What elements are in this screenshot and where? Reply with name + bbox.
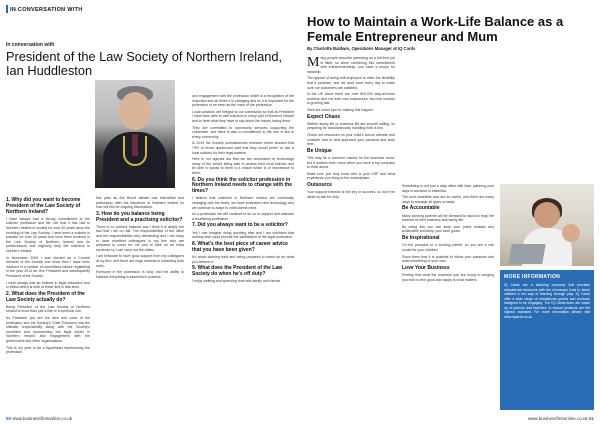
- left-column-1: [6, 196, 90, 410]
- article-headline-right: How to Maintain a Work-Life Balance as a Female Entrepreneur and Mum: [307, 14, 564, 44]
- body-paragraph: Your support network is the key to success, so don't be afraid to ask for help.: [307, 190, 395, 199]
- body-paragraph: Being President of the Law Society of Northern Ireland is more than just a title or a symbolic role.: [6, 304, 90, 314]
- body-paragraph: In 2019 the Society commissioned research which showed that 79% of those questioned said that they would prefer to use a local solicitor for their legal matters.: [192, 141, 294, 155]
- column-heading: 7. Did you always want to be a solicitor?: [192, 222, 288, 229]
- body-paragraph: this year as the Brexit debate has intensified and particularly after the departure of Northern Ireland on how will this be ongoing discussions.: [96, 196, 184, 210]
- body-paragraph: By doing this you can keep your plans realistic and achievable and keep your work goals.: [402, 224, 494, 234]
- lead-paragraph: [307, 56, 395, 74]
- body-paragraph: Local solicitors are integral to our community so that as President I have been able to visit solicitors in every part of Northern Ireland and to hear what they have to say about the issues facing them.: [192, 109, 294, 123]
- more-information-box: [500, 270, 594, 410]
- section-tag: IN CONVERSATION WITH: [10, 7, 83, 13]
- body-paragraph: Feeling that what the business you are doing is bringing you both to feel good and happy is what matters.: [402, 273, 494, 282]
- column-heading: 8. What's the best piece of career advice that you have been given?: [192, 240, 288, 253]
- article-kicker: In conversation with: [6, 42, 55, 48]
- left-column-3: [192, 94, 294, 410]
- mother-child-photo: [500, 184, 594, 266]
- body-paragraph: This is my year to be a figurehead representing the profession.: [6, 345, 90, 355]
- column-heading: 3. How do you balance being President and a practising solicitor?: [96, 210, 183, 223]
- column-heading: Expect Chaos: [307, 113, 341, 120]
- body-paragraph: Scheduling is not just a daily affair with kids; planning your days in advance is essential.: [402, 184, 494, 193]
- body-paragraph: This may be a common mantra for the business world, but it matters even more when you have a toy company to think about.: [307, 156, 395, 170]
- body-paragraph: As a profession we will continue to do so to support and maintain a flourishing profession.: [192, 212, 294, 221]
- folio-left: 50 www.businessfirstonline.co.uk: [6, 416, 73, 421]
- body-paragraph: Here are some tips for making this happen.: [307, 107, 374, 112]
- portrait-head: [119, 92, 151, 130]
- column-heading: Love Your Business: [402, 264, 450, 271]
- drop-cap: M: [307, 56, 320, 70]
- photo-mother-face: [534, 202, 560, 228]
- body-paragraph: It's about working hard and being prepared to stand up for what you believe in.: [192, 254, 294, 264]
- right-column-1: [307, 56, 395, 410]
- body-paragraph: In November 2009 I was elected as a Council member of the Society and since then I have been involved in a number of committees before registering in the year 2013 as Vice President and subsequently President of the Society.: [6, 255, 90, 279]
- body-paragraph: Here in our agenda are that we are dominated by technology many of the voices being able to access their local solicitor and be able to speak to them is a choice which is of importance to them.: [192, 157, 294, 175]
- body-paragraph: Show them that it is possible to follow your passions and build something of your own.: [402, 254, 494, 264]
- info-box-body: IQ Cards are a teaching company that provides educational resources with the necessary tools to teach children a fun way of learning through play. IQ Cards offer a wide range of educational games and products designed to be engaging. The IQ Cards team are made up of parents and teachers, to ensure products are the highest standard. For more information please visit www.iqcards.co.uk: [504, 283, 590, 319]
- article-headline-left: President of the Law Society of Northern Ireland, Ian Huddleston: [6, 49, 282, 78]
- body-paragraph: In the UK alone there are over 800,000 stay-at-home mothers who run their own businesses, and this number is growing fast.: [307, 92, 395, 106]
- left-column-2: [96, 196, 184, 410]
- body-paragraph: They are committed to community services supporting the vulnerable, and there is also a commitment to the rule of law in every community.: [192, 125, 294, 139]
- body-paragraph: I have always had an interest in legal education and in ethics which is both of these tied in that area.: [6, 280, 90, 290]
- body-paragraph: Check out resources on your child's school website and consider how to best approach your personal and work time.: [307, 133, 395, 147]
- portrait-chain-of-office: [123, 136, 147, 166]
- body-paragraph: Make sure you truly know who is your USP and what experience you bring to the marketplace.: [307, 171, 395, 181]
- body-paragraph: The tools available now are so useful, and there are many ways to manage all types of tasks.: [402, 195, 494, 204]
- column-heading: 1. Why did you want to become President of the Law Society of Northern Ireland?: [6, 197, 81, 215]
- body-paragraph: I enjoy walking and spending time with family and friends.: [192, 279, 282, 284]
- column-heading: Be Inspirational: [402, 235, 440, 242]
- body-paragraph: and engagement with the profession which is a recognition of the important and all times it is changing and so it is important for the profession to be seen as the voice of the profession.: [192, 94, 294, 108]
- column-heading: Be Accountable: [402, 205, 440, 212]
- body-paragraph: I am fortunate to have good support from my colleagues at my firm, and there are huge rewards in balancing both roles.: [96, 254, 184, 268]
- body-paragraph: On the prospect of a working parent, so you are a role model for your children.: [402, 243, 494, 252]
- body-paragraph: There is no 'perfect' balance and I think it is simply the fact that I am on call. The responsibilities of the office and the responsibilities very demanding and I am lucky to have excellent colleagues in my firm who are prepared to cover for me and to take on an extra workload so I can carry out the duties.: [96, 224, 184, 252]
- right-page: [300, 0, 600, 424]
- info-box-title: MORE INFORMATION: [504, 274, 561, 280]
- folio-left-site[interactable]: www.businessfirstonline.co.uk: [12, 416, 73, 421]
- column-heading: 9. What does the President of the Law Society do when he's off duty?: [192, 265, 283, 277]
- column-heading: 2. What does the President of the Law Society actually do?: [6, 290, 85, 303]
- column-heading: Outsource: [307, 182, 333, 189]
- body-paragraph: Neither family life or business life are smooth sailing, so preparing for simultaneously handling both is key.: [307, 121, 395, 131]
- right-column-2: [402, 184, 494, 410]
- body-paragraph: Yes I can imagine doing anything else and I am confident that nothing else could provide the satisfaction of the legal profession.: [192, 230, 294, 240]
- photo-laptop: [508, 244, 546, 264]
- article-byline: By Charlotte Baldwin, Operations Manager at IQ Cards: [307, 46, 416, 51]
- body-paragraph: Many working parents will be stressed to stand to reap the balance of their business and family life.: [402, 213, 494, 223]
- body-paragraph: As President you are the face and voice of the profession and the Society's Chief Executive has the ultimate responsibility along with the Society's members and representing the legal sector in Northern Ireland and engagement with the government and other organisations.: [6, 316, 90, 344]
- lead-text: any people describe parenting as a full time job in itself, so when combining this commitment with entrepreneurship, you have a recipe for hardship.: [307, 56, 395, 74]
- folio-right: www.businessfirstonline.co.uk 51: [527, 416, 594, 421]
- photo-child: [562, 224, 580, 242]
- body-paragraph: Everyone in the profession is busy and the ability to balance everything is essential in practice.: [96, 270, 184, 279]
- body-paragraph: I believe that solicitors in Northern Ireland are continually changing with the times, we have embraced new technology and we continue to adapt to what clients need.: [192, 196, 294, 210]
- president-portrait: [95, 80, 175, 188]
- body-paragraph: The appeal of being self-employed is often the flexibility that it provides, and we work hard every day to make sure our customers are satisfied.: [307, 76, 395, 90]
- folio-right-site[interactable]: www.businessfirstonline.co.uk: [527, 416, 588, 421]
- body-paragraph: I have always had a strong commitment to the solicitor profession and the role that it has had in Northern Ireland in society for over 90 years since the founding of the Law Society. I have been a solicitor in practice for over 30 years and have been involved in the Law Society of Northern Ireland and its predecessors and regularly help the solicitors in Northern Ireland.: [6, 216, 90, 254]
- column-heading: 6. Do you think the solicitor profession in Northern Ireland needs to change with the times?: [192, 176, 293, 195]
- column-heading: Be Unique: [307, 147, 332, 154]
